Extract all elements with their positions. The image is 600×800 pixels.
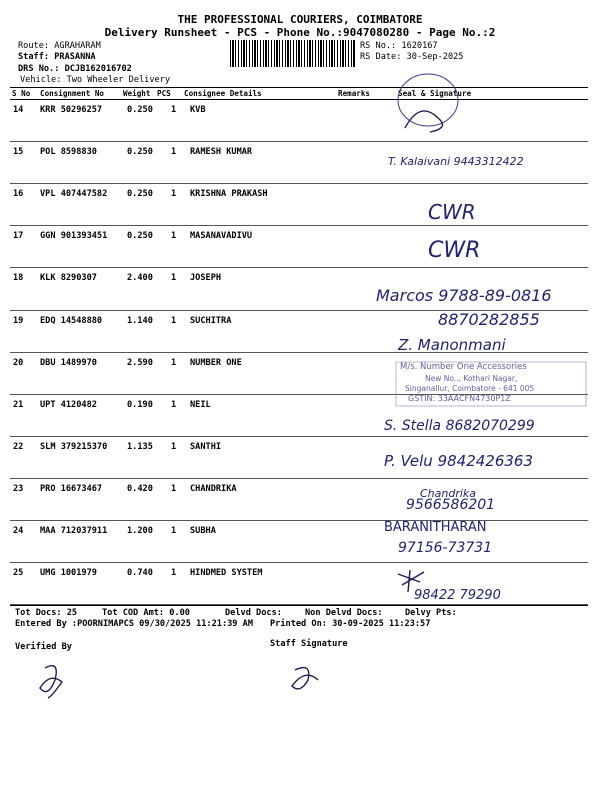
row-weight: 0.250	[127, 147, 153, 158]
row-consignee: KRISHNA PRAKASH	[190, 189, 268, 200]
row17-handwriting: CWR	[428, 238, 481, 263]
col-weight: Weight	[123, 89, 151, 98]
col-seal-signature: Seal & Signature	[398, 89, 472, 98]
row-consignment-no: KLK 8290307	[40, 273, 97, 284]
row23-name: Chandrika	[420, 487, 477, 500]
row-weight: 0.250	[127, 231, 153, 242]
col-consignee: Consignee Details	[184, 89, 262, 98]
row-sno: 23	[13, 483, 24, 494]
delivered-docs: Delvd Docs:	[225, 608, 282, 618]
company-title: THE PROFESSIONAL COURIERS, COIMBATORE	[177, 13, 423, 26]
row18-handwriting: Marcos 9788-89-0816	[376, 286, 552, 305]
row-consignee: SUBHA	[190, 526, 216, 536]
row-pcs: 1	[171, 483, 177, 494]
row-consignment-no: EDQ 14548880	[40, 315, 103, 326]
row-sno: 24	[13, 526, 24, 536]
row-consignment-no: UMG 1001979	[40, 568, 97, 579]
col-sno: S No	[12, 89, 31, 98]
staff-signature-mark	[292, 668, 318, 689]
row-consignment-no: DBU 1489970	[40, 357, 97, 368]
row20-stamp-title: M/s. Number One Accessories	[400, 362, 527, 372]
row20-stamp-gst: GSTIN: 33AACFN4730P1Z	[408, 394, 511, 403]
row16-handwriting: CWR	[428, 200, 476, 224]
row-weight: 0.250	[127, 189, 153, 200]
row-sno: 19	[13, 315, 24, 326]
row-pcs: 1	[171, 147, 177, 158]
row-sno: 17	[13, 231, 24, 242]
staff-label: Staff: PRASANNA	[18, 52, 96, 62]
row-pcs: 1	[171, 568, 177, 579]
row19-name: Z. Manonmani	[398, 336, 506, 354]
row-sno: 20	[13, 357, 24, 368]
footer-rule	[10, 605, 588, 606]
row-sno: 25	[13, 568, 24, 579]
row-pcs: 1	[171, 357, 177, 368]
printed-on: Printed On: 30-09-2025 11:23:57	[270, 619, 431, 629]
row-weight: 2.400	[127, 273, 153, 284]
row-weight: 2.590	[127, 357, 153, 368]
col-pcs: PCS	[157, 89, 171, 98]
row-consignment-no: PRO 16673467	[40, 483, 103, 494]
row-weight: 0.420	[127, 483, 153, 494]
row23-phone: 9566586201	[406, 497, 496, 513]
verified-by-label: Verified By	[15, 642, 72, 652]
row-consignment-no: SLM 379215370	[40, 441, 108, 452]
row-sno: 18	[13, 273, 24, 284]
row-consignment-no: POL 8598830	[40, 147, 97, 158]
row22-handwriting: P. Velu 9842426363	[384, 452, 534, 470]
row-pcs: 1	[171, 441, 177, 452]
row-consignee: SANTHI	[190, 441, 222, 452]
row-consignee: JOSEPH	[190, 273, 222, 284]
row-sno: 15	[13, 147, 24, 158]
row-consignment-no: KRR 50296257	[40, 105, 103, 115]
col-consignment: Consignment No	[40, 89, 105, 98]
delivery-points: Delvy Pts:	[405, 608, 457, 618]
row-pcs: 1	[171, 273, 177, 284]
row-weight: 1.140	[127, 315, 153, 326]
row-sno: 21	[13, 399, 24, 410]
row-consignee: RAMESH KUMAR	[190, 147, 253, 158]
non-delivered-docs: Non Delvd Docs:	[305, 608, 383, 618]
row15-handwriting: T. Kalaivani 9443312422	[388, 155, 524, 168]
rs-number: RS No.: 1620167	[360, 41, 438, 51]
staff-signature-label: Staff Signature	[270, 639, 348, 649]
row-consignee: KVB	[190, 105, 206, 115]
row-pcs: 1	[171, 315, 177, 326]
row25-phone: 98422 79290	[414, 588, 501, 603]
row-consignment-no: UPT 4120482	[40, 399, 97, 410]
row-consignment-no: MAA 712037911	[40, 526, 108, 536]
row-weight: 0.250	[127, 105, 153, 115]
row-pcs: 1	[171, 189, 177, 200]
row-weight: 0.190	[127, 399, 153, 410]
row-consignment-no: GGN 901393451	[40, 231, 108, 242]
row19-phone: 8870282855	[438, 310, 540, 329]
row24-name: BARANITHARAN	[384, 520, 487, 535]
row-pcs: 1	[171, 231, 177, 242]
row20-stamp-city: Singanallur, Coimbatore - 641 005	[405, 384, 535, 393]
tot-docs: Tot Docs: 25	[15, 608, 78, 618]
row-weight: 1.135	[127, 441, 153, 452]
row-sno: 22	[13, 441, 24, 452]
col-remarks: Remarks	[338, 89, 371, 98]
row20-stamp-address: New No.., Kothari Nagar,	[425, 374, 518, 383]
row-consignee: NEIL	[190, 399, 211, 410]
row-weight: 1.200	[127, 526, 153, 536]
row-consignee: SUCHITRA	[190, 315, 232, 326]
row-sno: 16	[13, 189, 24, 200]
row-consignee: HINDMED SYSTEM	[190, 568, 263, 579]
row-pcs: 1	[171, 526, 177, 536]
row-consignee: MASANAVADIVU	[190, 231, 253, 242]
row21-handwriting: S. Stella 8682070299	[384, 418, 535, 434]
vehicle-label: Vehicle: Two Wheeler Delivery	[20, 75, 171, 85]
tot-cod-amount: Tot COD Amt: 0.00	[102, 608, 190, 618]
row-consignee: CHANDRIKA	[190, 483, 237, 494]
row-consignee: NUMBER ONE	[190, 357, 242, 368]
verified-by-signature	[40, 666, 62, 698]
route-label: Route: AGRAHARAM	[18, 41, 101, 51]
drs-number: DRS No.: DCJB162016702	[18, 64, 132, 74]
row-consignment-no: VPL 407447582	[40, 189, 108, 200]
runsheet-subtitle: Delivery Runsheet - PCS - Phone No.:9047080280 - Page No.:2	[104, 26, 496, 39]
row-pcs: 1	[171, 105, 177, 115]
row24-phone: 97156-73731	[398, 540, 493, 556]
rs-date: RS Date: 30-Sep-2025	[360, 52, 464, 62]
company-seal-stamp	[398, 74, 458, 126]
row-sno: 14	[13, 105, 24, 115]
entered-by: Entered By :POORNIMAPCS 09/30/2025 11:21:39 AM	[15, 619, 253, 629]
row-weight: 0.740	[127, 568, 153, 579]
row-pcs: 1	[171, 399, 177, 410]
